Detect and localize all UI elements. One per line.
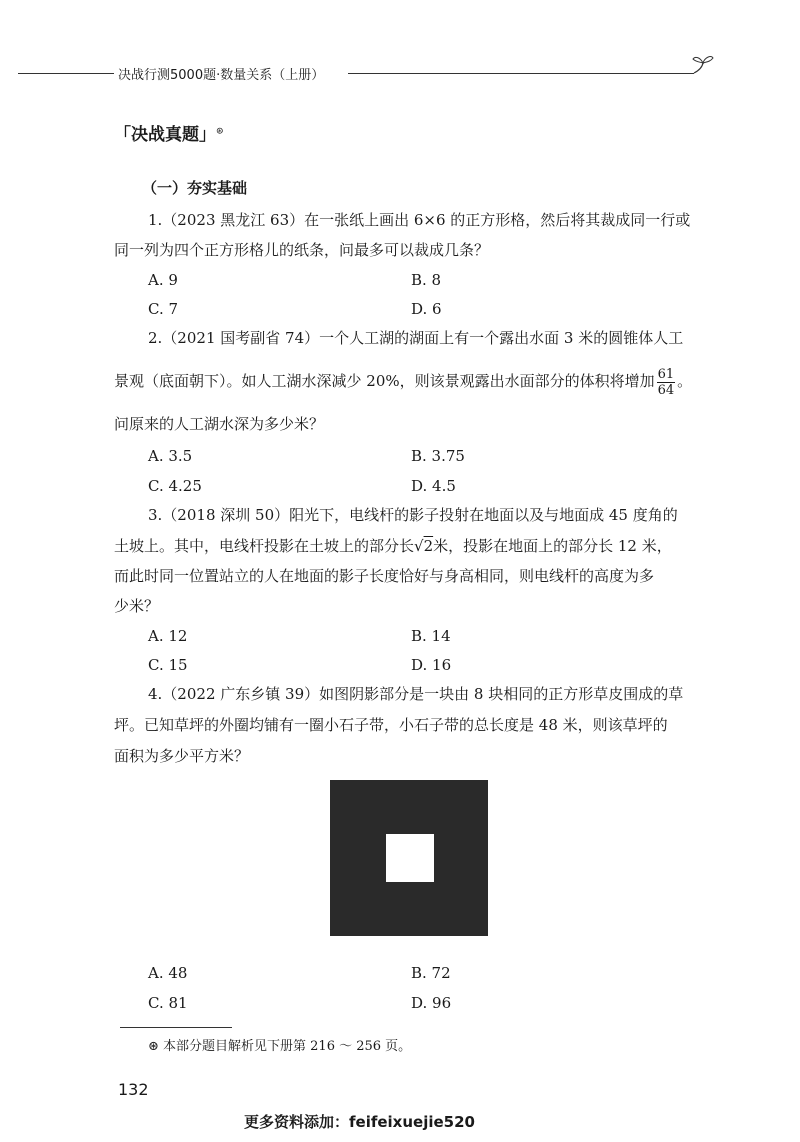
footnote: ⊛ 本部分题目解析见下册第 216 ～ 256 页。 (148, 1039, 412, 1054)
q3-line3: 而此时同一位置站立的人在地面的影子长度恰好与身高相同，则电线杆的高度为多 (114, 567, 655, 585)
footnote-rule (120, 1027, 232, 1028)
q3-option-a: A. 12 (148, 627, 188, 645)
q2-option-d: D. 4.5 (411, 477, 456, 495)
q1-option-d: D. 6 (411, 300, 442, 318)
lawn-figure-center-hole (386, 834, 434, 882)
q4-line2: 坪。已知草坪的外圈均铺有一圈小石子带，小石子带的总长度是 48 米，则该草坪的 (114, 716, 668, 734)
q4-line3: 面积为多少平方米？ (114, 747, 250, 765)
q2-option-b: B. 3.75 (411, 447, 465, 465)
q1-line2: 同一列为四个正方形格儿的纸条，问最多可以裁成几条？ (114, 241, 490, 259)
section-title: 「决战真题」⊛ (114, 125, 224, 145)
footnote-mark: ⊛ (216, 126, 224, 137)
q1-option-c: C. 7 (148, 300, 179, 318)
q1-line1: 1.（2023 黑龙江 63）在一张纸上画出 6×6 的正方形格，然后将其裁成同一行或 (148, 211, 691, 229)
q2-line3: 问原来的人工湖水深为多少米？ (114, 415, 325, 433)
q3-option-b: B. 14 (411, 627, 451, 645)
q4-option-d: D. 96 (411, 994, 452, 1012)
q4-line1: 4.（2022 广东乡镇 39）如图阴影部分是一块由 8 块相同的正方形草皮围成的草 (148, 685, 684, 703)
q3-option-d: D. 16 (411, 656, 452, 674)
q2-line2: 景观（底面朝下）。如人工湖水深减少 20%，则该景观露出水面部分的体积将增加 $\frac{61}{64}$ 。 (114, 366, 693, 398)
q3-line2: 土坡上。其中，电线杆投影在土坡上的部分长√2米，投影在地面上的部分长 12 米， (114, 537, 672, 555)
page-number: 132 (118, 1080, 149, 1099)
running-header-title: 决战行测5000题·数量关系（上册） (118, 68, 325, 83)
subsection-title: （一）夯实基础 (142, 179, 248, 197)
q2-option-c: C. 4.25 (148, 477, 202, 495)
q1-option-b: B. 8 (411, 271, 442, 289)
q1-option-a: A. 9 (148, 271, 178, 289)
q3-line4: 少米？ (114, 597, 160, 615)
q4-option-b: B. 72 (411, 964, 451, 982)
sprout-icon (690, 52, 716, 78)
fraction: $\frac{61}{64}$ (657, 366, 675, 398)
q3-line1: 3.（2018 深圳 50）阳光下，电线杆的影子投射在地面以及与地面成 45 度角的 (148, 506, 678, 524)
header-rule-right (348, 73, 694, 74)
q2-option-a: A. 3.5 (148, 447, 193, 465)
q3-option-c: C. 15 (148, 656, 188, 674)
header-rule-left (18, 73, 114, 74)
lawn-figure (330, 780, 488, 936)
q2-line1: 2.（2021 国考副省 74）一个人工湖的湖面上有一个露出水面 3 米的圆锥体人工 (148, 329, 684, 347)
watermark-text: 更多资料添加：feifeixuejie520 (244, 1113, 475, 1131)
q4-option-a: A. 48 (148, 964, 188, 982)
q4-option-c: C. 81 (148, 994, 188, 1012)
sqrt-argument: 2 (423, 537, 434, 555)
